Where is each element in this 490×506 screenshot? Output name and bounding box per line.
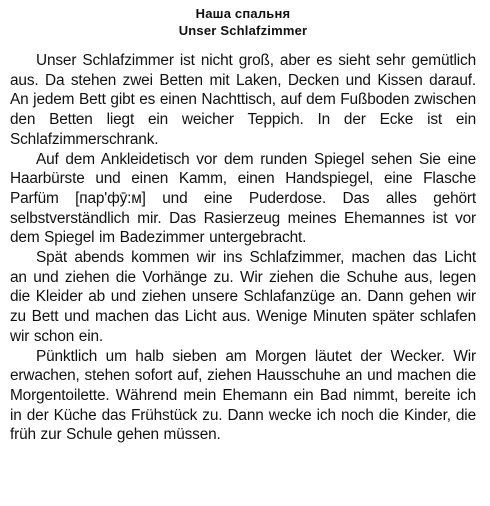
paragraph-morning: Pünktlich um halb sieben am Morgen läutet der Wecker. Wir erwachen, stehen sofort auf, ziehen Hausschuhe an und machen die Morgentoilette. Während mein Ehemann ein Bad nimmt, bereite ich in der Küche das Frühstück zu. Dann wecke ich noch die Kinder, die früh zur Schule gehen müssen. bbox=[10, 347, 476, 444]
title-russian: Наша спальня bbox=[195, 6, 291, 21]
paragraph-dressing-table: Auf dem Ankleidetisch vor dem runden Spiegel sehen Sie eine Haarbürste und einen Kamm, einen Handspiegel, eine Flasche Parfüm [пар'фӯ:м] und eine Puderdose. Das alles gehört selbstverständlich mir. Das Rasierzeug meines Ehemannes ist vor dem Spiegel im Badezimmer untergebracht. bbox=[10, 150, 476, 247]
paragraph-evening: Spät abends kommen wir ins Schlafzimmer, machen das Licht an und ziehen die Vorhänge zu. Wir ziehen die Schuhe aus, legen die Kleider ab und ziehen unsere Schlafanzüge an. Dann gehen wir zu Bett und machen das Licht aus. Wenige Minuten später schlafen wir schon ein. bbox=[10, 249, 476, 345]
heading-block bbox=[10, 5, 476, 39]
paragraph-bedroom: Unser Schlafzimmer ist nicht groß, aber es sieht sehr gemütlich aus. Da stehen zwei Betten mit Laken, Decken und Kissen darauf. An jedem Bett gibt es einen Nachttisch, auf dem Fußboden zwischen den Betten liegt ein weicher Teppich. In der Ecke ist ein Schlafzimmerschrank. bbox=[10, 52, 476, 148]
title-german: Unser Schlafzimmer bbox=[178, 23, 308, 38]
